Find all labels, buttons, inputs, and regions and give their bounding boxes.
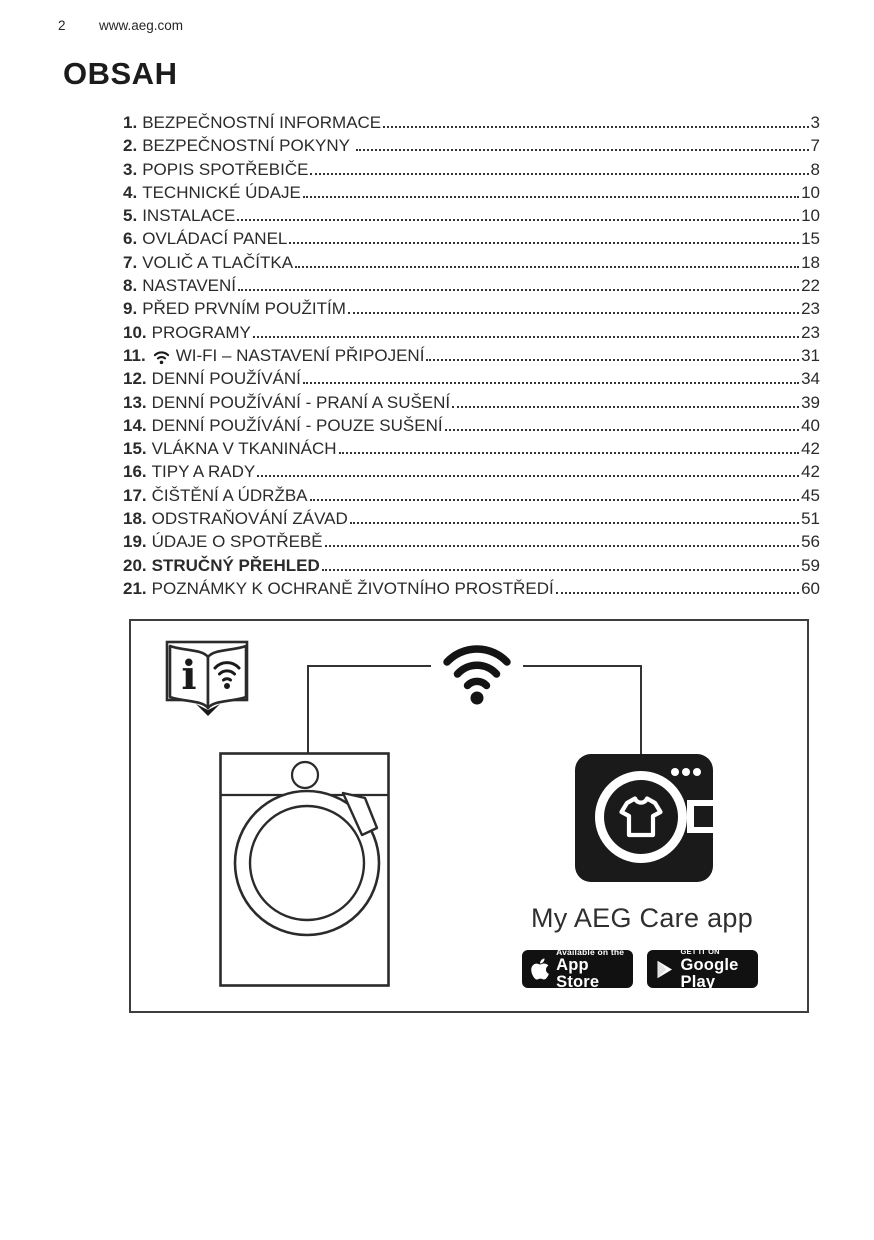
toc-entry-label: BEZPEČNOSTNÍ POKYNY: [142, 136, 355, 156]
toc-entry-page: 34: [801, 369, 820, 389]
toc-entry-number: 1.: [123, 113, 138, 132]
toc-entry[interactable]: [123, 227, 820, 250]
page-number: 2: [58, 18, 66, 33]
dot-leader: [303, 196, 799, 198]
dot-leader: [556, 592, 799, 594]
toc-entry[interactable]: [123, 507, 820, 530]
toc-entry-label: DENNÍ POUŽÍVÁNÍ - PRANÍ A SUŠENÍ: [151, 392, 451, 412]
toc-entry-number: 16.: [123, 462, 147, 482]
toc-entry-page: 10: [801, 182, 820, 202]
toc-entry-label: VLÁKNA V TKANINÁCH: [151, 439, 337, 459]
toc-entry-label: PROGRAMY: [151, 322, 251, 342]
toc-entry-page: 10: [801, 206, 820, 226]
toc-entry-label: TIPY A RADY: [151, 462, 256, 482]
table-of-contents: [123, 111, 820, 600]
toc-entry-page: 42: [801, 462, 820, 482]
website-url: www.aeg.com: [99, 18, 184, 33]
toc-entry-page: 40: [801, 415, 820, 435]
dot-leader: [238, 289, 799, 291]
toc-entry-label: DENNÍ POUŽÍVÁNÍ - POUZE SUŠENÍ: [151, 415, 443, 435]
toc-entry-number: 2.: [123, 136, 138, 156]
toc-entry-page: 22: [801, 276, 820, 296]
toc-entry[interactable]: [123, 274, 820, 297]
toc-entry[interactable]: [123, 251, 820, 274]
app-store-tagline: Available on the: [556, 947, 625, 957]
toc-entry[interactable]: [123, 577, 820, 600]
toc-entry-label: PŘED PRVNÍM POUŽITÍM: [142, 299, 346, 319]
dot-leader: [322, 569, 799, 571]
toc-entry-page: 15: [801, 229, 820, 249]
toc-entry-label: BEZPEČNOSTNÍ INFORMACE: [142, 113, 382, 132]
dot-leader: [257, 475, 799, 477]
apple-icon: [531, 957, 549, 981]
toc-entry[interactable]: [123, 344, 820, 367]
toc-entry-page: 23: [801, 322, 820, 342]
toc-entry-label: ÚDAJE O SPOTŘEBĚ: [151, 532, 323, 552]
dot-leader: [445, 429, 800, 431]
aeg-care-app-icon: [575, 754, 713, 882]
dot-leader: [303, 382, 799, 384]
toc-entry-number: 7.: [123, 252, 138, 272]
toc-entry-page: 18: [801, 252, 820, 272]
toc-entry-number: 4.: [123, 182, 138, 202]
toc-entry-number: 6.: [123, 229, 138, 249]
dot-leader: [383, 126, 808, 128]
svg-text:i: i: [181, 652, 197, 699]
google-play-badge[interactable]: [647, 947, 758, 991]
toc-entry-number: 13.: [123, 392, 147, 412]
toc-entry[interactable]: [123, 134, 820, 157]
toc-entry-label: DENNÍ POUŽÍVÁNÍ: [151, 369, 301, 389]
dot-leader: [339, 452, 800, 454]
toc-entry-label: WI-FI – NASTAVENÍ PŘIPOJENÍ: [175, 345, 425, 365]
dot-leader: [452, 406, 799, 408]
wifi-icon: [431, 635, 523, 707]
toc-entry[interactable]: [123, 321, 820, 344]
toc-entry-number: 9.: [123, 299, 138, 319]
dot-leader: [295, 266, 799, 268]
washing-machine-illustration: [219, 752, 390, 987]
toc-entry-number: 12.: [123, 369, 147, 389]
toc-entry-number: 10.: [123, 322, 147, 342]
toc-entry[interactable]: [123, 554, 820, 577]
app-name: My AEG Care app: [530, 903, 754, 933]
toc-entry-number: 20.: [123, 555, 147, 575]
toc-entry[interactable]: [123, 437, 820, 460]
dot-leader: [310, 499, 800, 501]
toc-entry-number: 18.: [123, 509, 147, 529]
toc-entry[interactable]: [123, 181, 820, 204]
toc-entry-label: OVLÁDACÍ PANEL: [142, 229, 288, 249]
toc-entry[interactable]: [123, 158, 820, 181]
toc-entry-page: 8: [810, 159, 820, 179]
google-play-label: Google Play: [680, 956, 739, 991]
toc-entry-number: 5.: [123, 206, 138, 226]
toc-entry-page: 60: [801, 578, 820, 598]
toc-entry[interactable]: [123, 484, 820, 507]
dot-leader: [310, 173, 808, 175]
app-promo-box: [129, 619, 809, 1013]
toc-entry-number: 15.: [123, 439, 147, 459]
dot-leader: [253, 336, 799, 338]
toc-entry-number: 21.: [123, 578, 147, 598]
dot-leader: [426, 359, 799, 361]
connector-line-right: [508, 665, 642, 755]
connector-line-left: [307, 665, 435, 755]
toc-entry-page: 59: [801, 555, 820, 575]
toc-entry[interactable]: [123, 530, 820, 553]
toc-entry-label: INSTALACE: [142, 206, 236, 226]
google-play-tagline: GET IT ON: [680, 947, 720, 956]
toc-entry-label: TECHNICKÉ ÚDAJE: [142, 182, 301, 202]
toc-entry[interactable]: [123, 414, 820, 437]
toc-entry-label: POPIS SPOTŘEBIČE: [142, 159, 309, 179]
dot-leader: [325, 545, 799, 547]
dot-leader: [350, 522, 799, 524]
app-store-label: App Store: [556, 956, 600, 991]
toc-entry[interactable]: [123, 204, 820, 227]
play-triangle-icon: [656, 957, 673, 982]
toc-entry[interactable]: [123, 111, 820, 134]
dot-leader: [348, 312, 799, 314]
toc-entry-number: 3.: [123, 159, 138, 179]
toc-entry-number: 8.: [123, 276, 138, 296]
toc-entry-page: 45: [801, 485, 820, 505]
toc-entry-label: VOLIČ A TLAČÍTKA: [142, 252, 294, 272]
toc-entry[interactable]: [123, 391, 820, 414]
toc-entry-page: 31: [801, 345, 820, 365]
toc-entry-page: 39: [801, 392, 820, 412]
toc-entry-page: 3: [810, 113, 820, 132]
page-title: OBSAH: [63, 56, 178, 91]
toc-entry-label: NASTAVENÍ: [142, 276, 237, 296]
toc-entry-label: STRUČNÝ PŘEHLED: [151, 555, 320, 575]
toc-entry-page: 51: [801, 509, 820, 529]
dot-leader: [356, 149, 808, 151]
toc-entry-number: 19.: [123, 532, 147, 552]
dot-leader: [289, 242, 799, 244]
toc-entry[interactable]: [123, 297, 820, 320]
toc-entry-number: 14.: [123, 415, 147, 435]
wifi-icon: [152, 349, 171, 365]
toc-entry-label: ČIŠTĚNÍ A ÚDRŽBA: [151, 485, 308, 505]
toc-entry-number: 17.: [123, 485, 147, 505]
toc-entry[interactable]: [123, 460, 820, 483]
dot-leader: [237, 219, 799, 221]
toc-entry-number: 11.: [123, 345, 146, 365]
toc-entry-label: ODSTRAŇOVÁNÍ ZÁVAD: [151, 509, 348, 529]
toc-entry-label: POZNÁMKY K OCHRANĚ ŽIVOTNÍHO PROSTŘEDÍ: [151, 578, 554, 598]
toc-entry-page: 56: [801, 532, 820, 552]
toc-entry[interactable]: [123, 367, 820, 390]
toc-entry-page: 23: [801, 299, 820, 319]
app-store-badge[interactable]: [522, 947, 633, 991]
toc-entry-page: 42: [801, 439, 820, 459]
toc-entry-page: 7: [810, 136, 820, 156]
manual-wifi-book-icon: [160, 633, 256, 727]
